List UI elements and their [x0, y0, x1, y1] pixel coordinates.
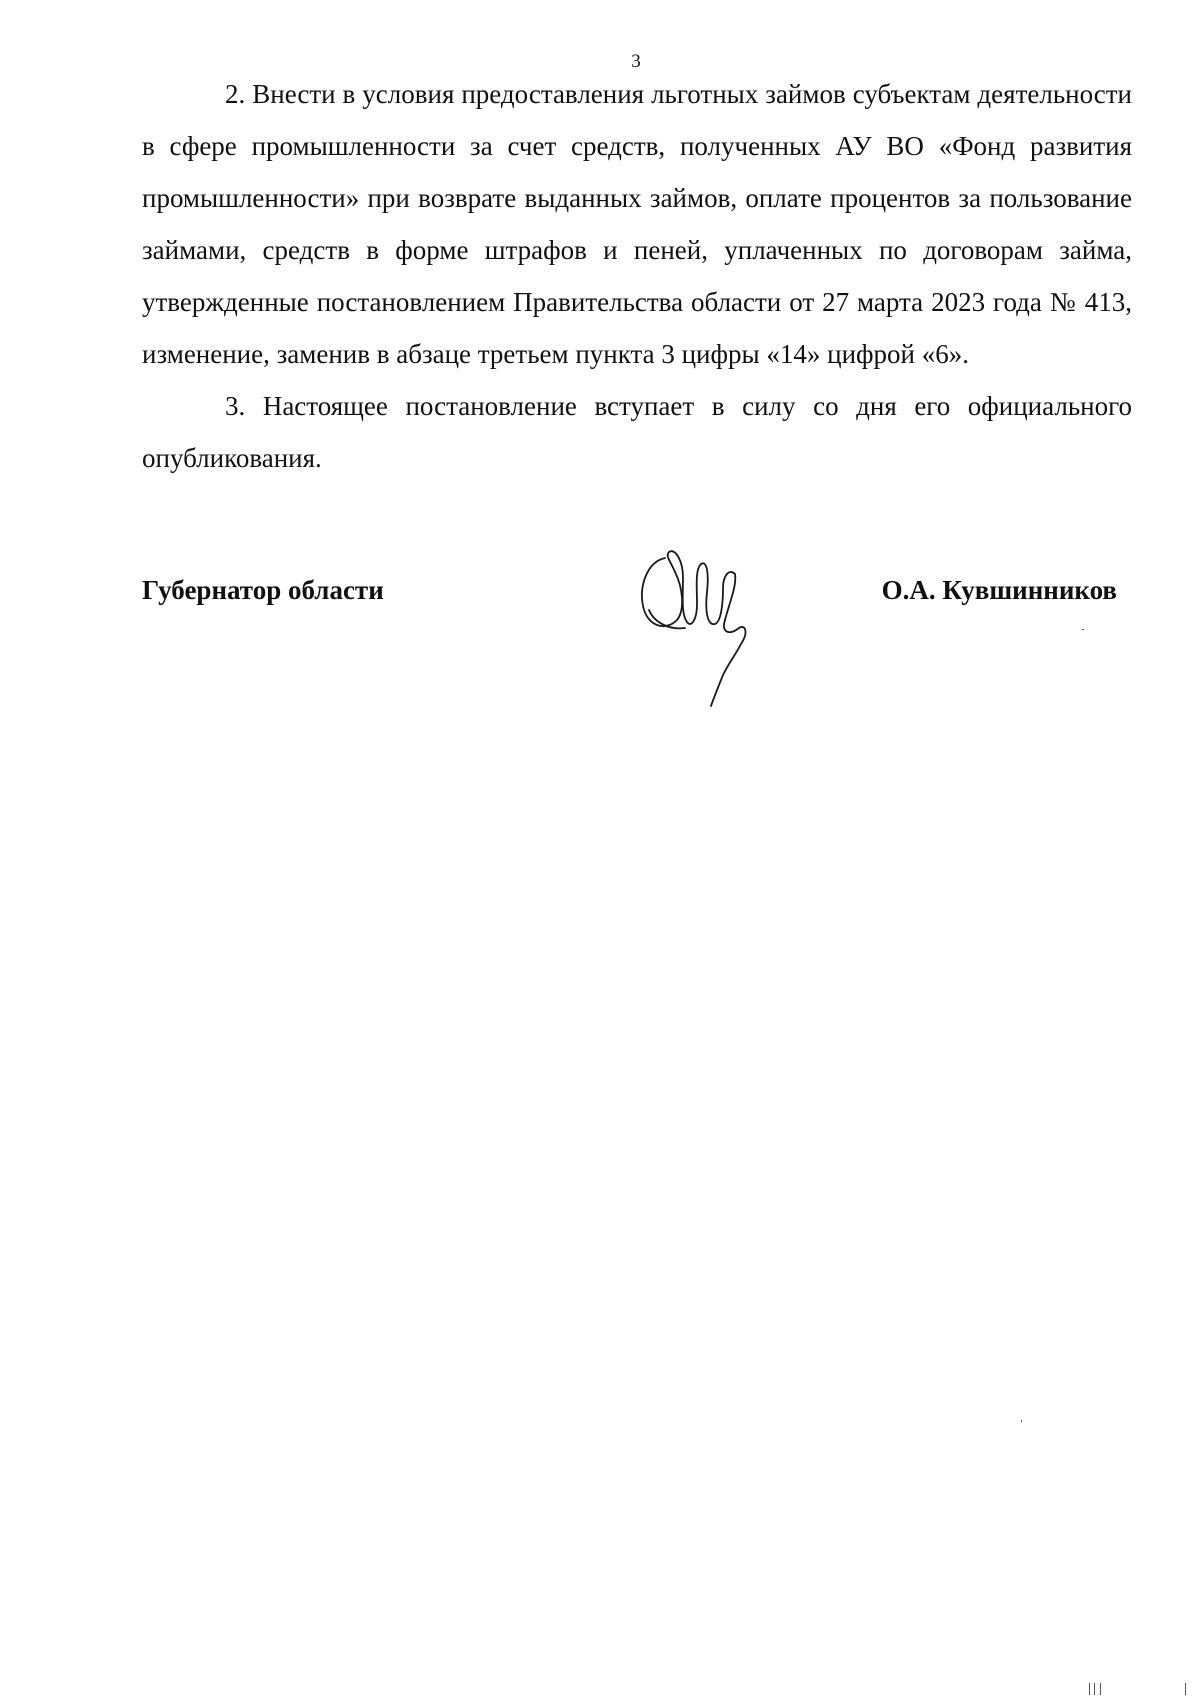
- signatory-name: О.А. Кувшинников: [881, 575, 1117, 605]
- page-number: 3: [631, 51, 641, 72]
- signatory-title: Губернатор области: [142, 575, 384, 605]
- document-body: [142, 68, 1132, 484]
- scan-speck: [1094, 1683, 1095, 1695]
- scan-speck: [1089, 1683, 1090, 1695]
- paragraph-2: 2. Внести в условия предоставления льготных займов субъектам деятельности в сфере промышленности за счет средств, полученных АУ ВО «Фонд развития промышленности» при возврате выданных займов, оплате процентов за пользование займами, средств в форме штрафов и пеней, уплаченных по договорам займа, утвержденные постановлением Правительства области от 27 марта 2023 года № 413, изменение, заменив в абзаце третьем пункта 3 цифры «14» цифрой «6».: [142, 79, 1132, 369]
- scan-speck: [1082, 629, 1084, 630]
- scan-speck: [1185, 1683, 1186, 1695]
- scan-speck: [1100, 1683, 1101, 1695]
- paragraph-3: 3. Настоящее постановление вступает в силу со дня его официального опубликования.: [142, 391, 1132, 473]
- scan-speck: [1021, 1420, 1022, 1422]
- handwritten-signature-icon: [625, 540, 765, 710]
